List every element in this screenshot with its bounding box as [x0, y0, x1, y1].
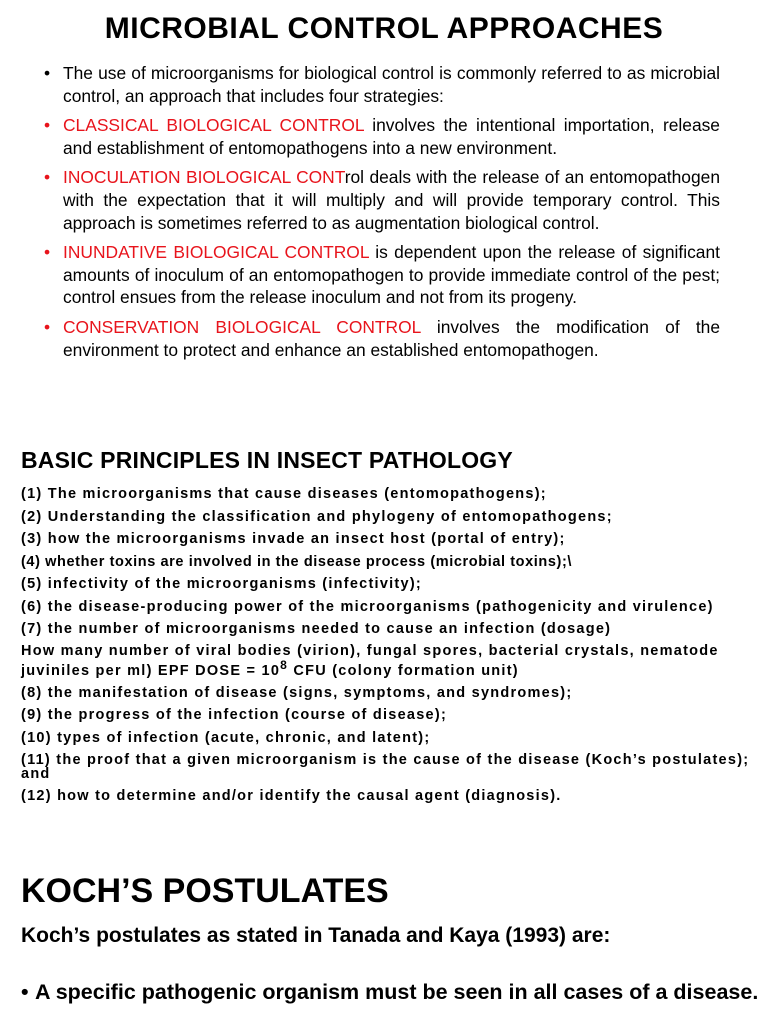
koch-heading: KOCH’S POSTULATES [21, 872, 389, 910]
inundative-bullet [44, 241, 720, 309]
principle-item: (8) the manifestation of disease (signs, symptoms, and syndromes); [21, 684, 573, 701]
dose-text: How many number of viral bodies (virion), fungal spores, bacterial crystals, nematode juviniles per ml) EPF DOSE = 10 [21, 643, 719, 679]
strategies-list [44, 62, 720, 368]
principle-item: (12) how to determine and/or identify the causal agent (diagnosis). [21, 787, 562, 804]
principle-item: (2) Understanding the classification and phylogeny of entomopathogens; [21, 508, 613, 525]
bullet-dot: • [44, 63, 51, 83]
intro-text: The use of microorganisms for biological control is commonly referred to as microbial control, an approach that includes four strategies: [63, 63, 720, 106]
principle-item: (11) the proof that a given microorganism is the cause of the disease (Koch’s postulates); and [21, 752, 750, 783]
principles-heading: BASIC PRINCIPLES IN INSECT PATHOLOGY [21, 447, 513, 473]
conservation-term: CONSERVATION BIOLOGICAL CONTROL [63, 316, 421, 337]
principle-item: (3) how the microorganisms invade an insect host (portal of entry); [21, 531, 566, 548]
principle-item: (1) The microorganisms that cause diseases (entomopathogens); [21, 486, 547, 502]
conservation-text: involves the modification of the environment to protect and enhance an established entomopathogen. [63, 316, 720, 360]
bullet-dot: • [21, 980, 29, 1004]
inoculation-text: deals with the release of an entomopathogen with the expectation that it will multiply and will provide temporary control. This approach is sometimes referred to as augmentation biological control. [63, 167, 720, 233]
principle-item: (5) infectivity of the microorganisms (infectivity); [21, 576, 422, 593]
classical-bullet [44, 114, 720, 159]
page-title: MICROBIAL CONTROL APPROACHES [104, 12, 664, 45]
bullet-dot: • [44, 242, 51, 263]
principles-list [21, 487, 751, 812]
dose-exponent: 8 [280, 658, 289, 673]
bullet-dot: • [44, 115, 51, 136]
principle-item: (6) the disease-producing power of the microorganisms (pathogenicity and virulence) [21, 598, 714, 615]
inoculation-term: INOCULATION BIOLOGICAL CONT [63, 167, 345, 188]
inoculation-bullet [44, 166, 720, 234]
intro-bullet [44, 62, 720, 107]
conservation-bullet [44, 316, 720, 361]
principle-item: (7) the number of microorganisms needed to cause an infection (dosage) [21, 620, 612, 637]
bullet-dot: • [44, 316, 51, 337]
koch-intro: Koch’s postulates as stated in Tanada and Kaya (1993) are: [21, 924, 611, 947]
classical-text: involves the intentional importation, release and establishment of entomopathogens into a new environment. [63, 115, 720, 158]
principle-item: (9) the progress of the infection (course of disease); [21, 707, 448, 724]
dose-note [21, 644, 751, 678]
koch-bullet [21, 980, 765, 1005]
inoculation-term-tail: rol [344, 167, 365, 188]
principle-item: (4) whether toxins are involved in the disease process (microbial toxins);\ [21, 553, 573, 570]
koch-bullet-text: A specific pathogenic organism must be seen in all cases of a disease. [35, 980, 759, 1004]
principle-item: (10) types of infection (acute, chronic, and latent); [21, 729, 431, 746]
bullet-dot: • [44, 167, 51, 188]
dose-unit: CFU (colony formation unit) [288, 662, 519, 679]
inundative-term: INUNDATIVE BIOLOGICAL CONTROL [63, 242, 369, 263]
classical-term: CLASSICAL BIOLOGICAL CONTROL [63, 115, 364, 136]
inundative-text: is dependent upon the release of significant amounts of inoculum of an entomopathogen to provide immediate control of the pest; control ensues from the release inoculum and not from its progeny. [63, 242, 720, 308]
